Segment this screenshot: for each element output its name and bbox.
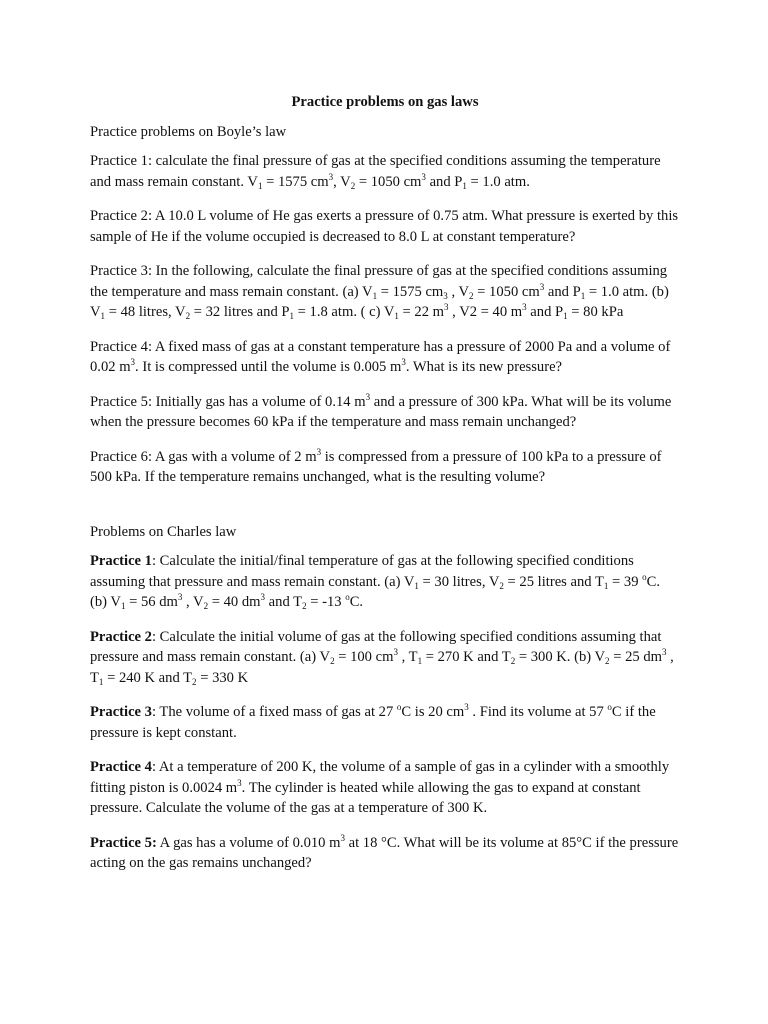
boyle-practice-2: Practice 2: A 10.0 L volume of He gas exerts a pressure of 0.75 atm. What pressure is exerted by this sample of He if the volume occupied is decreased to 8.0 L at constant temperature?	[90, 208, 679, 245]
boyle-practice-4: Practice 4: A fixed mass of gas at a constant temperature has a pressure of 2000 Pa and a volume of 0.02 $m^3$. It is compressed until the volume is 0.005 $m^3$. What is its new pressure?	[90, 338, 671, 375]
document-body	[90, 92, 680, 888]
charles-practice-3: Practice 3: The volume of a fixed mass of gas at 27 $^o$C is 20 $cm^3$ . Find its volume at 57 $^o$C if the pressure is kept constant.	[90, 702, 656, 741]
charles-practice-5: Practice 5: A gas has a volume of 0.010 $m^3$ at 18 °C. What will be its volume at 85°C if the pressure acting on the gas remains unchanged?	[90, 832, 679, 871]
boyle-practice-1: Practice 1: calculate the final pressure of gas at the specified conditions assuming the temperature and mass remain constant. $V_1 = 1575$ $cm^3$, $V_2 = 1050$ $cm^3$ and $P_1 = 1.0$ atm.	[90, 153, 661, 191]
boyle-practice-6: Practice 6: A gas with a volume of 2 $m^3$ is compressed from a pressure of 100 kPa to a pressure of 500 kPa. If the temperature remains unchanged, what is the resulting volume?	[90, 446, 662, 485]
boyle-section-heading: Practice problems on Boyle’s law	[90, 123, 287, 140]
charles-practice-4: Practice 4: At a temperature of 200 K, the volume of a sample of gas in a cylinder with a smoothly fitting piston is 0.0024 $m^3$. The cylinder is heated while allowing the gas to expand at constant pressure. Calculate the volume of the gas at a temperature of 300 K.	[90, 759, 670, 816]
boyle-practice-5: Practice 5: Initially gas has a volume of 0.14 $m^3$ and a pressure of 300 kPa. What will be its volume when the pressure becomes 60 kPa if the temperature and mass remain unchanged?	[90, 391, 672, 430]
charles-practice-1: Practice 1: Calculate the initial/final temperature of gas at the following specified conditions assuming that pressure and mass remain constant. (a) $V_1 = 30$ litres, $V_2 = 25$ litres and $T_1 = 39$ $^o$C. (b) $V_1 = 56$ $dm^3$ , $V_2 = 40$ $dm^3$ and $T_2 = -13$ $^o$C.	[90, 553, 661, 611]
boyle-practice-3: Practice 3: In the following, calculate the final pressure of gas at the specified conditions assuming the temperature and mass remain constant. (a) $V_1 = 1575$ $cm_3$ , $V_2 = 1050$ $cm^3$ and $P_1 = 1.0$ atm. (b) $V_1 = 48$ litres, $V_2 = 32$ litres and $P_1 = 1.8$ atm. ( c) $V_1 = 22$ $m^3$ , V2 = 40 $m^3$ and $P_1 = 80$ kPa	[90, 263, 669, 321]
charles-practice-2: Practice 2: Calculate the initial volume of gas at the following specified conditions assuming that pressure and mass remain constant. (a) $V_2 = 100$ $cm^3$ , $T_1 = 270$ K and $T_2 = 300$ K. (b) $V_2 = 25$ $dm^3$ , $T_1 = 240$ K and $T_2 = 330$ K	[90, 628, 674, 687]
document-title: Practice problems on gas laws	[291, 94, 479, 110]
charles-section-heading: Problems on Charles law	[90, 523, 237, 540]
